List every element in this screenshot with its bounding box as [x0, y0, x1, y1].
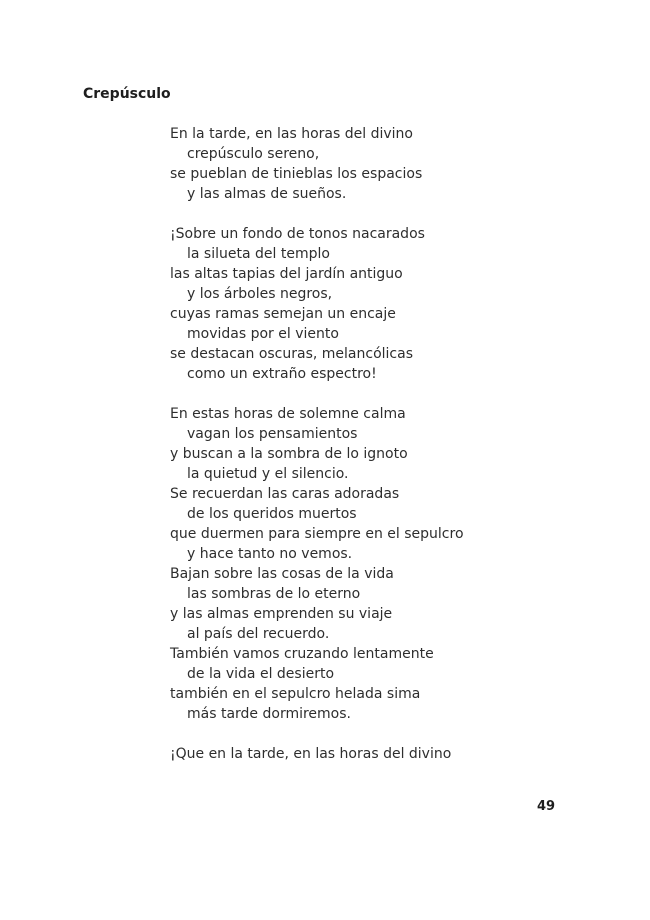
poem-line: También vamos cruzando lentamente: [170, 646, 434, 662]
page-number: 49: [537, 799, 556, 814]
poem-line: también en el sepulcro helada sima: [170, 686, 421, 702]
poem-line-indented: y los árboles negros,: [187, 286, 333, 302]
poem-line: se pueblan de tinieblas los espacios: [170, 166, 423, 182]
poem-line: las altas tapias del jardín antiguo: [170, 266, 403, 282]
poem-body: [170, 124, 610, 784]
stanza: [170, 404, 610, 724]
poem-line-indented: como un extraño espectro!: [187, 366, 377, 382]
poem-line: cuyas ramas semejan un encaje: [170, 306, 396, 322]
poem-line: Se recuerdan las caras adoradas: [170, 486, 400, 502]
poem-line: se destacan oscuras, melancólicas: [170, 346, 413, 362]
poem-line-indented: movidas por el viento: [187, 326, 339, 342]
poem-line-indented: y las almas de sueños.: [187, 186, 347, 202]
poem-line-indented: crepúsculo sereno,: [187, 146, 320, 162]
poem-title: Crepúsculo: [83, 86, 171, 102]
poem-line-indented: la quietud y el silencio.: [187, 466, 349, 482]
poem-line: y buscan a la sombra de lo ignoto: [170, 446, 408, 462]
poem-line-indented: más tarde dormiremos.: [187, 706, 351, 722]
poem-line: En la tarde, en las horas del divino: [170, 126, 413, 142]
poem-line: ¡Sobre un fondo de tonos nacarados: [170, 226, 425, 242]
poem-line-indented: de los queridos muertos: [187, 506, 357, 522]
poem-line: Bajan sobre las cosas de la vida: [170, 566, 394, 582]
poem-line: que duermen para siempre en el sepulcro: [170, 526, 464, 542]
poem-line-indented: las sombras de lo eterno: [187, 586, 361, 602]
poem-line-indented: al país del recuerdo.: [187, 626, 330, 642]
poem-line-indented: de la vida el desierto: [187, 666, 335, 682]
poem-line: y las almas emprenden su viaje: [170, 606, 393, 622]
poem-line-indented: y hace tanto no vemos.: [187, 546, 353, 562]
poem-line: En estas horas de solemne calma: [170, 406, 406, 422]
poem-line-indented: vagan los pensamientos: [187, 426, 358, 442]
stanza: [170, 744, 610, 764]
poem-line: ¡Que en la tarde, en las horas del divino: [170, 746, 452, 762]
stanza: [170, 124, 610, 204]
stanza: [170, 224, 610, 384]
poem-line-indented: la silueta del templo: [187, 246, 330, 262]
